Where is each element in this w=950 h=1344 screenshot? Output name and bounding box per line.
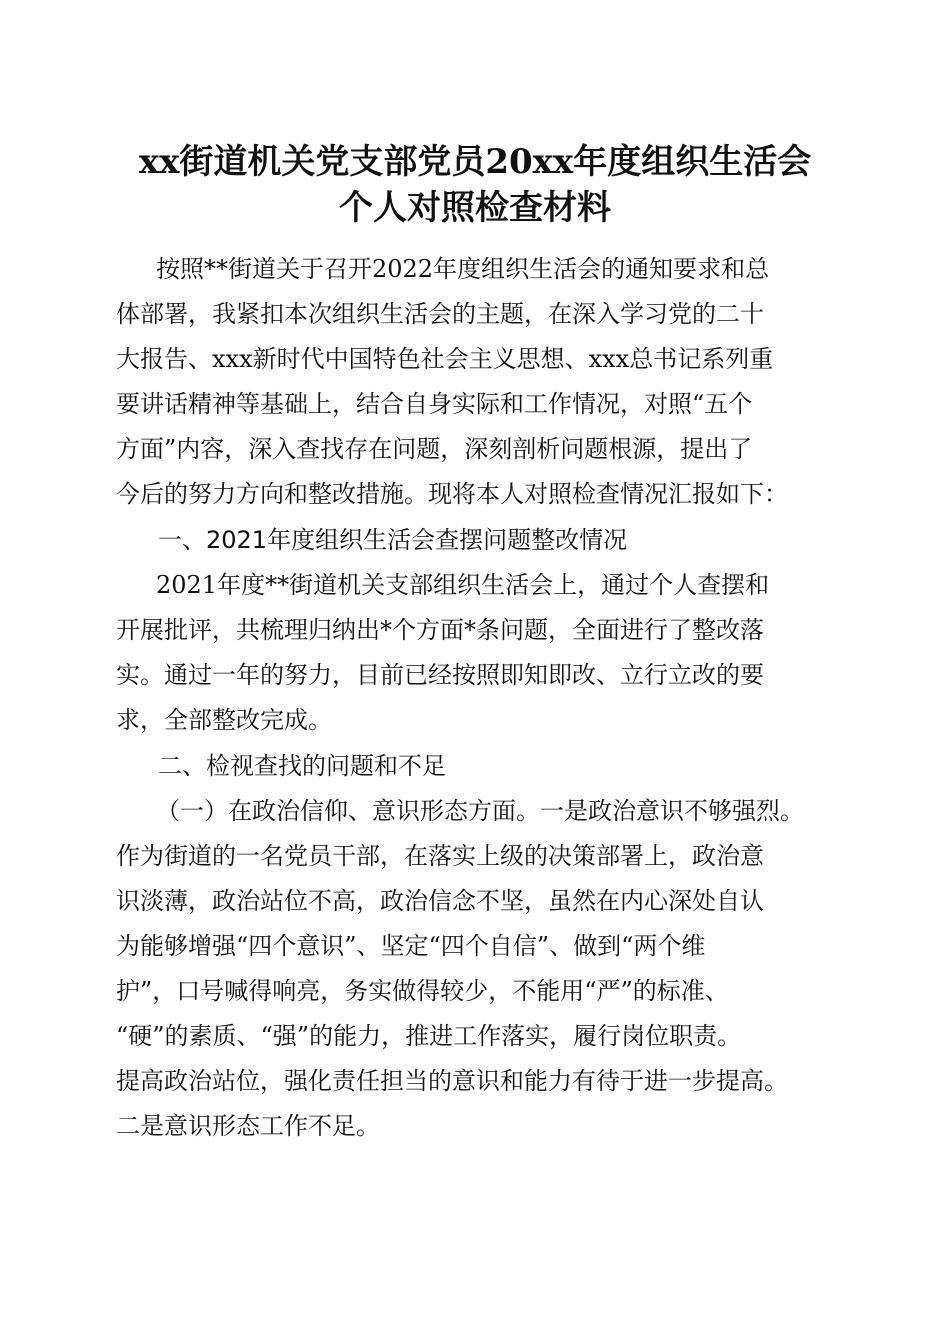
section-1-line-2: 开展批评，共梳理归纳出*个方面*条问题，全面进行了整改落 [116, 616, 764, 644]
section-2-line-8: 二是意识形态工作不足。 [116, 1112, 380, 1140]
document-title-line-1: xx街道机关党支部党员20xx年度组织生活会 [138, 142, 812, 182]
section-2-heading: 二、检视查找的问题和不足 [158, 752, 446, 780]
section-2-line-7: 提高政治站位，强化责任担当的意识和能力有待于进一步提高。 [116, 1067, 788, 1095]
intro-line-2: 体部署，我紧扣本次组织生活会的主题，在深入学习党的二十 [116, 300, 764, 328]
intro-line-3: 大报告、xxx新时代中国特色社会主义思想、xxx总书记系列重 [116, 345, 774, 373]
section-2-line-5: 护”，口号喊得响亮，务实做得较少，不能用“严”的标准、 [116, 977, 729, 1005]
intro-line-5: 方面”内容，深入查找存在问题，深刻剖析问题根源，提出了 [116, 435, 753, 463]
section-1-line-3: 实。通过一年的努力，目前已经按照即知即改、立行立改的要 [116, 661, 764, 689]
intro-line-6: 今后的努力方向和整改措施。现将本人对照检查情况汇报如下： [116, 480, 788, 508]
section-2-line-2: 作为街道的一名党员干部，在落实上级的决策部署上，政治意 [116, 842, 764, 870]
document-title-line-2: 个人对照检查材料 [339, 188, 611, 228]
section-2-line-1: （一）在政治信仰、意识形态方面。一是政治意识不够强烈。 [156, 797, 804, 825]
section-1-line-1: 2021年度**街道机关支部组织生活会上，通过个人查摆和 [156, 571, 770, 599]
section-2-line-6: “硬”的素质、“强”的能力，推进工作落实，履行岗位职责。 [116, 1022, 742, 1050]
section-2-line-4: 为能够增强“四个意识”、坚定“四个自信”、做到“两个维 [116, 932, 706, 960]
section-1-heading: 一、2021年度组织生活会查摆问题整改情况 [158, 526, 628, 554]
intro-line-4: 要讲话精神等基础上，结合自身实际和工作情况，对照“五个 [116, 390, 753, 418]
section-1-line-4: 求，全部整改完成。 [116, 706, 332, 734]
section-2-line-3: 识淡薄，政治站位不高，政治信念不坚，虽然在内心深处自认 [116, 887, 764, 915]
intro-line-1: 按照**街道关于召开2022年度组织生活会的通知要求和总 [156, 255, 770, 283]
